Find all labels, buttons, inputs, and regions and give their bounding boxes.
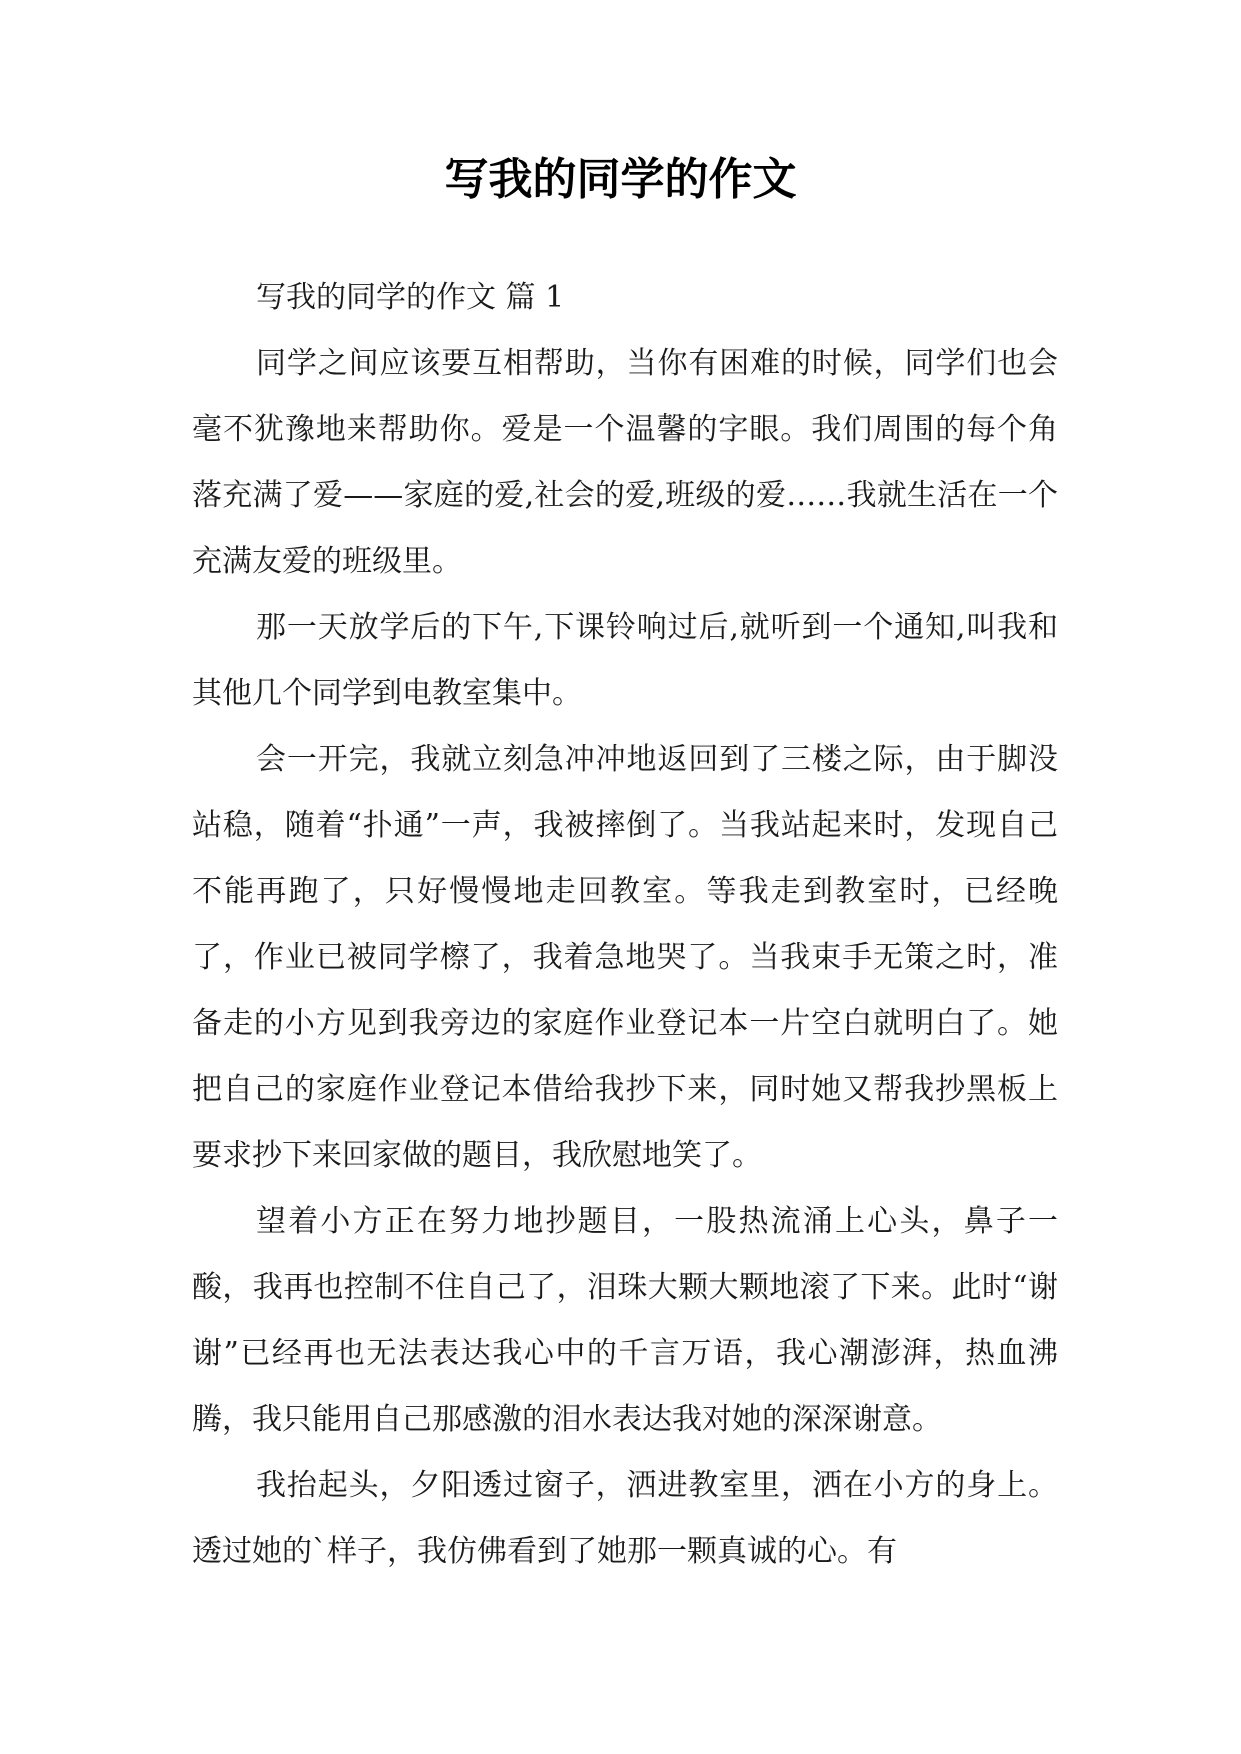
document-title: 写我的同学的作文 [444, 154, 797, 205]
paragraph: 会一开完，我就立刻急冲冲地返回到了三楼之际，由于脚没站稳，随着“扑通”一声，我被摔倒了。当我站起来时，发现自己不能再跑了，只好慢慢地走回教室。等我走到教室时，已经晚了，作业已被同学檫了，我着急地哭了。当我束手无策之时，准备走的小方见到我旁边的家庭作业登记本一片空白就明白了。她把自己的家庭作业登记本借给我抄下来，同时她又帮我抄黑板上要求抄下来回家做的题目，我欣慰地笑了。 [192, 742, 1058, 1173]
document-body [192, 265, 1058, 1585]
section-heading: 写我的同学的作文 篇 1 [256, 280, 565, 315]
paragraph: 我抬起头，夕阳透过窗子，洒进教室里，洒在小方的身上。透过她的`样子，我仿佛看到了她那一颗真诚的心。有 [192, 1468, 1058, 1569]
paragraph: 同学之间应该要互相帮助，当你有困难的时候，同学们也会毫不犹豫地来帮助你。爱是一个温馨的字眼。我们周围的每个角落充满了爱——家庭的爱,社会的爱,班级的爱……我就生活在一个充满友爱的班级里。 [192, 346, 1058, 579]
paragraph: 那一天放学后的下午,下课铃响过后,就听到一个通知,叫我和其他几个同学到电教室集中。 [192, 610, 1058, 711]
paragraph: 望着小方正在努力地抄题目，一股热流涌上心头，鼻子一酸，我再也控制不住自己了，泪珠大颗大颗地滚了下来。此时“谢谢”已经再也无法表达我心中的千言万语，我心潮澎湃，热血沸腾，我只能用自己那感激的泪水表达我对她的深深谢意。 [192, 1204, 1058, 1437]
